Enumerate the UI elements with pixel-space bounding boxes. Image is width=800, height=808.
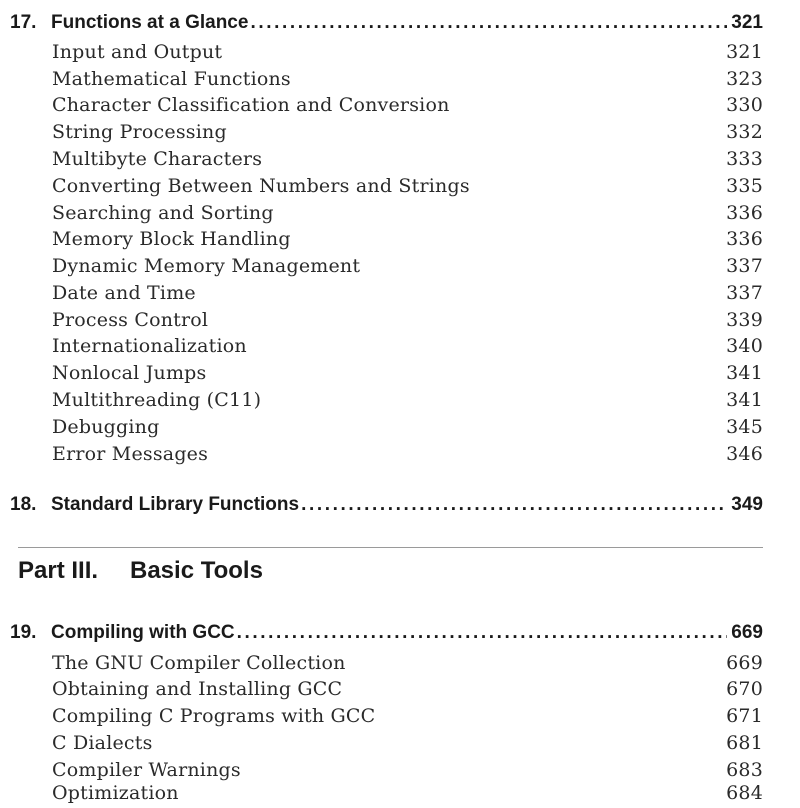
- entry-title: Character Classification and Conversion: [52, 94, 450, 116]
- toc-entry[interactable]: [52, 782, 763, 808]
- entry-title: Dynamic Memory Management: [52, 255, 361, 277]
- entry-title: The GNU Compiler Collection: [52, 652, 346, 674]
- entry-title: Debugging: [52, 416, 160, 438]
- entry-page-number: 332: [726, 121, 763, 143]
- toc-entry[interactable]: [52, 148, 763, 174]
- chapter-page-number: 321: [731, 12, 763, 33]
- entry-title: Compiling C Programs with GCC: [52, 705, 376, 727]
- toc-entry[interactable]: [52, 228, 763, 254]
- toc-entry[interactable]: [52, 68, 763, 94]
- toc-entry[interactable]: [52, 705, 763, 731]
- entry-page-number: 336: [726, 202, 763, 224]
- dot-leader: [237, 622, 728, 644]
- entry-page-number: 346: [726, 443, 763, 465]
- toc-entry[interactable]: [52, 416, 763, 442]
- toc-entry[interactable]: [52, 202, 763, 228]
- toc-entry[interactable]: [52, 443, 763, 469]
- entry-page-number: 669: [726, 652, 763, 674]
- entry-page-number: 671: [726, 705, 763, 727]
- entry-title: Converting Between Numbers and Strings: [52, 175, 470, 197]
- entry-title: Input and Output: [52, 41, 223, 63]
- part-label: Part III.: [18, 557, 99, 584]
- dot-leader: [301, 494, 727, 516]
- entry-title: Date and Time: [52, 282, 196, 304]
- entry-title: Multibyte Characters: [52, 148, 263, 170]
- part-divider: [18, 547, 763, 548]
- chapter-title: Functions at a Glance: [51, 12, 249, 33]
- entry-title: Nonlocal Jumps: [52, 362, 207, 384]
- toc-entry[interactable]: [52, 255, 763, 281]
- toc-entry[interactable]: [52, 41, 763, 67]
- entry-page-number: 684: [726, 782, 763, 804]
- part-title: Basic Tools: [130, 557, 263, 584]
- entry-page-number: 341: [726, 362, 763, 384]
- entry-title: Optimization: [52, 782, 179, 804]
- entry-title: Error Messages: [52, 443, 209, 465]
- chapter-number: 18.: [10, 494, 37, 515]
- chapter-number: 19.: [10, 622, 37, 643]
- toc-entry[interactable]: [52, 732, 763, 758]
- toc-entry[interactable]: [52, 121, 763, 147]
- toc-entry[interactable]: [52, 94, 763, 120]
- entry-title: C Dialects: [52, 732, 153, 754]
- entry-page-number: 337: [726, 282, 763, 304]
- chapter-17-heading[interactable]: [10, 12, 763, 40]
- entry-page-number: 335: [726, 175, 763, 197]
- entry-page-number: 333: [726, 148, 763, 170]
- toc-entry[interactable]: [52, 335, 763, 361]
- toc-entry[interactable]: [52, 175, 763, 201]
- chapter-page-number: 349: [731, 494, 763, 515]
- entry-title: Obtaining and Installing GCC: [52, 678, 343, 700]
- chapter-19-heading[interactable]: [10, 622, 763, 650]
- entry-title: Multithreading (C11): [52, 389, 262, 411]
- entry-title: Compiler Warnings: [52, 759, 241, 781]
- chapter-number: 17.: [10, 12, 37, 33]
- entry-title: Mathematical Functions: [52, 68, 291, 90]
- entry-title: Process Control: [52, 309, 209, 331]
- entry-page-number: 323: [726, 68, 763, 90]
- entry-title: String Processing: [52, 121, 227, 143]
- toc-entry[interactable]: [52, 282, 763, 308]
- part-heading[interactable]: [18, 557, 263, 589]
- chapter-page-number: 669: [731, 622, 763, 643]
- dot-leader: [250, 12, 727, 34]
- toc-entry[interactable]: [52, 652, 763, 678]
- entry-title: Internationalization: [52, 335, 247, 357]
- entry-title: Memory Block Handling: [52, 228, 291, 250]
- entry-page-number: 339: [726, 309, 763, 331]
- entry-page-number: 670: [726, 678, 763, 700]
- chapter-18-heading[interactable]: [10, 494, 763, 522]
- entry-page-number: 683: [726, 759, 763, 781]
- entry-page-number: 681: [726, 732, 763, 754]
- toc-entry[interactable]: [52, 678, 763, 704]
- toc-entry[interactable]: [52, 309, 763, 335]
- chapter-title: Standard Library Functions: [51, 494, 300, 515]
- chapter-title: Compiling with GCC: [51, 622, 235, 643]
- entry-page-number: 341: [726, 389, 763, 411]
- entry-page-number: 337: [726, 255, 763, 277]
- toc-entry[interactable]: [52, 362, 763, 388]
- entry-page-number: 345: [726, 416, 763, 438]
- entry-page-number: 340: [726, 335, 763, 357]
- entry-page-number: 321: [726, 41, 763, 63]
- entry-page-number: 336: [726, 228, 763, 250]
- entry-page-number: 330: [726, 94, 763, 116]
- entry-title: Searching and Sorting: [52, 202, 274, 224]
- toc-entry[interactable]: [52, 389, 763, 415]
